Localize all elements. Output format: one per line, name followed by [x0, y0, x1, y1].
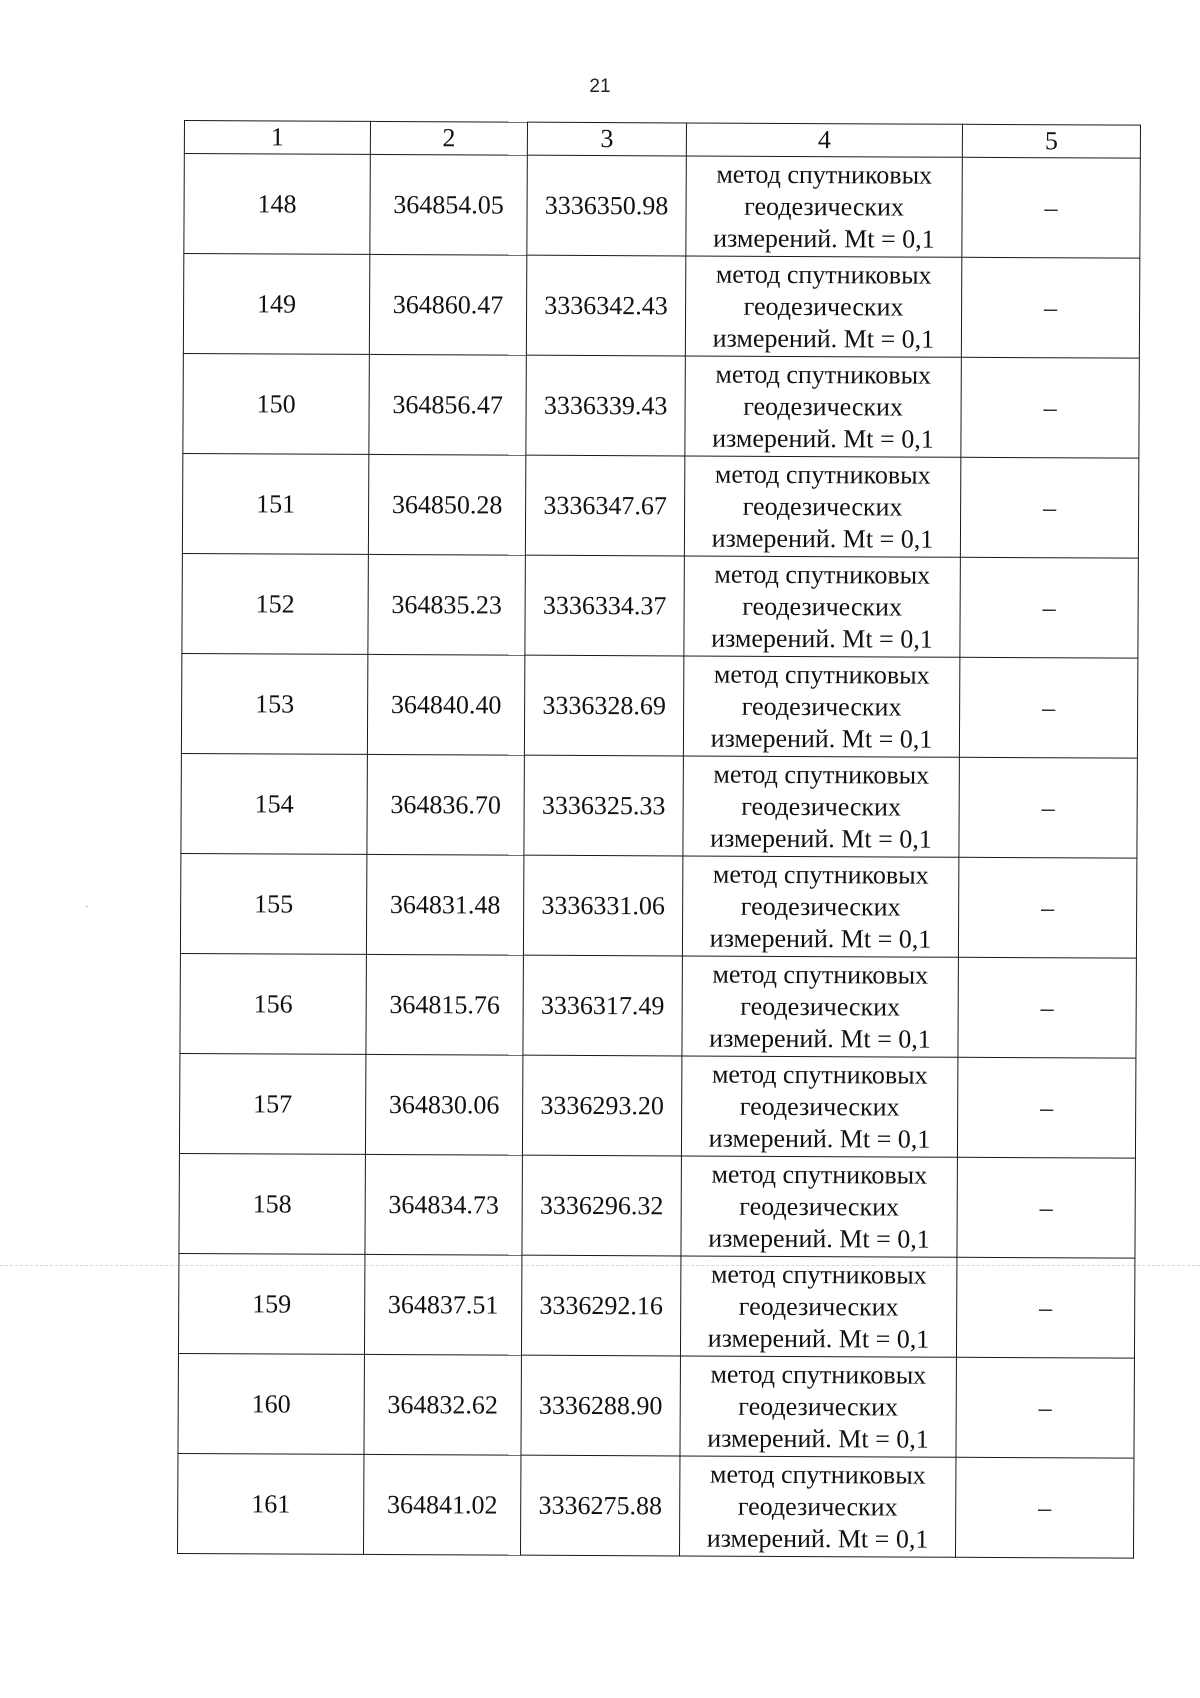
note-cell: – — [961, 257, 1139, 358]
method-cell — [685, 356, 961, 457]
x-coordinate-cell: 364841.02 — [363, 1454, 520, 1555]
point-number-cell: 153 — [181, 653, 367, 754]
point-number-cell: 160 — [178, 1353, 364, 1454]
note-cell: – — [955, 1457, 1133, 1558]
note-cell: – — [956, 1357, 1134, 1458]
note-cell: – — [959, 757, 1137, 858]
column-header-2: 2 — [370, 121, 527, 155]
table-row — [179, 1053, 1135, 1158]
x-coordinate-cell: 364837.51 — [364, 1254, 521, 1355]
method-text: метод спутниковых геодезических измерений. Mt = 0,1 — [710, 759, 932, 854]
table-row — [182, 553, 1138, 658]
method-text: метод спутниковых геодезических измерений. Mt = 0,1 — [710, 659, 933, 754]
column-header-5: 5 — [962, 124, 1140, 158]
header-row — [184, 121, 1140, 159]
method-cell — [683, 756, 959, 857]
method-text: метод спутниковых геодезических измерений. Mt = 0,1 — [711, 459, 934, 554]
point-number-cell: 149 — [183, 254, 369, 355]
method-cell — [680, 1256, 956, 1357]
method-cell — [682, 856, 958, 957]
x-coordinate-cell: 364830.06 — [365, 1054, 522, 1155]
point-number-cell: 161 — [177, 1453, 363, 1554]
method-text: метод спутниковых геодезических измерений. Mt = 0,1 — [708, 1059, 931, 1154]
method-cell — [680, 1356, 956, 1457]
x-coordinate-cell: 364850.28 — [368, 454, 525, 555]
point-number-cell: 148 — [184, 154, 370, 255]
y-coordinate-cell: 3336328.69 — [524, 655, 683, 756]
note-cell: – — [961, 357, 1139, 458]
note-cell: – — [959, 657, 1137, 758]
table-row — [180, 953, 1136, 1058]
table-row — [181, 753, 1137, 858]
x-coordinate-cell: 364832.62 — [364, 1354, 521, 1455]
page-number: 21 — [589, 76, 611, 97]
y-coordinate-cell: 3336331.06 — [523, 855, 682, 956]
table-row — [178, 1253, 1134, 1358]
column-header-3: 3 — [527, 122, 686, 156]
coordinates-table — [177, 120, 1141, 1559]
x-coordinate-cell: 364860.47 — [369, 254, 526, 355]
point-number-cell: 152 — [182, 553, 368, 654]
x-coordinate-cell: 364856.47 — [369, 354, 526, 455]
y-coordinate-cell: 3336296.32 — [522, 1155, 681, 1256]
note-cell: – — [960, 557, 1138, 658]
x-coordinate-cell: 364836.70 — [367, 754, 524, 855]
y-coordinate-cell: 3336347.67 — [525, 455, 684, 556]
table-row — [183, 353, 1139, 458]
method-text: метод спутниковых геодезических измерений. Mt = 0,1 — [713, 159, 935, 254]
method-cell — [682, 956, 958, 1057]
method-cell — [686, 156, 962, 257]
point-number-cell: 156 — [180, 953, 366, 1054]
table-body — [177, 154, 1140, 1559]
method-text: метод спутниковых геодезических измерений. Mt = 0,1 — [709, 859, 932, 954]
point-number-cell: 159 — [178, 1253, 364, 1354]
table-row — [184, 154, 1140, 259]
y-coordinate-cell: 3336275.88 — [520, 1455, 679, 1556]
method-text: метод спутниковых геодезических измерений. Mt = 0,1 — [707, 1259, 930, 1354]
column-header-4: 4 — [686, 123, 962, 157]
note-cell: – — [958, 857, 1136, 958]
method-text: метод спутниковых геодезических измерений. Mt = 0,1 — [706, 1459, 929, 1554]
scan-artifact-dot — [86, 906, 88, 907]
column-header-1: 1 — [184, 121, 370, 155]
point-number-cell: 150 — [183, 353, 369, 454]
method-text: метод спутниковых геодезических измерений. Mt = 0,1 — [712, 259, 935, 354]
x-coordinate-cell: 364831.48 — [366, 854, 523, 955]
point-number-cell: 157 — [179, 1053, 365, 1154]
note-cell: – — [957, 1057, 1135, 1158]
x-coordinate-cell: 364834.73 — [365, 1154, 522, 1255]
method-text: метод спутниковых геодезических измерений. Mt = 0,1 — [712, 359, 934, 454]
table-row — [178, 1353, 1134, 1458]
method-text: метод спутниковых геодезических измерений. Mt = 0,1 — [708, 1159, 930, 1254]
y-coordinate-cell: 3336325.33 — [524, 755, 683, 856]
method-text: метод спутниковых геодезических измерений. Mt = 0,1 — [707, 1359, 929, 1454]
method-cell — [685, 256, 961, 357]
note-cell: – — [958, 957, 1136, 1058]
x-coordinate-cell: 364835.23 — [368, 554, 525, 655]
y-coordinate-cell: 3336292.16 — [521, 1255, 680, 1356]
method-cell — [684, 456, 960, 557]
method-cell — [681, 1056, 957, 1157]
y-coordinate-cell: 3336334.37 — [525, 555, 684, 656]
note-cell: – — [962, 157, 1140, 258]
y-coordinate-cell: 3336342.43 — [526, 255, 685, 356]
method-text: метод спутниковых геодезических измерений. Mt = 0,1 — [711, 559, 933, 654]
y-coordinate-cell: 3336293.20 — [522, 1055, 681, 1156]
method-cell — [684, 556, 960, 657]
method-cell — [683, 656, 959, 757]
point-number-cell: 155 — [180, 853, 366, 954]
table-row — [177, 1453, 1133, 1558]
point-number-cell: 151 — [182, 453, 368, 554]
table-row — [181, 653, 1137, 758]
table-header — [184, 121, 1140, 159]
note-cell: – — [956, 1257, 1134, 1358]
y-coordinate-cell: 3336288.90 — [521, 1355, 680, 1456]
point-number-cell: 154 — [181, 753, 367, 854]
note-cell: – — [957, 1157, 1135, 1258]
y-coordinate-cell: 3336350.98 — [527, 155, 686, 256]
x-coordinate-cell: 364815.76 — [366, 954, 523, 1055]
method-text: метод спутниковых геодезических измерений. Mt = 0,1 — [709, 959, 931, 1054]
table-row — [183, 254, 1139, 359]
x-coordinate-cell: 364840.40 — [367, 654, 524, 755]
method-cell — [679, 1456, 955, 1557]
y-coordinate-cell: 3336339.43 — [526, 355, 685, 456]
y-coordinate-cell: 3336317.49 — [523, 955, 682, 1056]
table-row — [182, 453, 1138, 558]
table-row — [179, 1153, 1135, 1258]
point-number-cell: 158 — [179, 1153, 365, 1254]
x-coordinate-cell: 364854.05 — [370, 154, 527, 255]
table-row — [180, 853, 1136, 958]
note-cell: – — [960, 457, 1138, 558]
method-cell — [681, 1156, 957, 1257]
